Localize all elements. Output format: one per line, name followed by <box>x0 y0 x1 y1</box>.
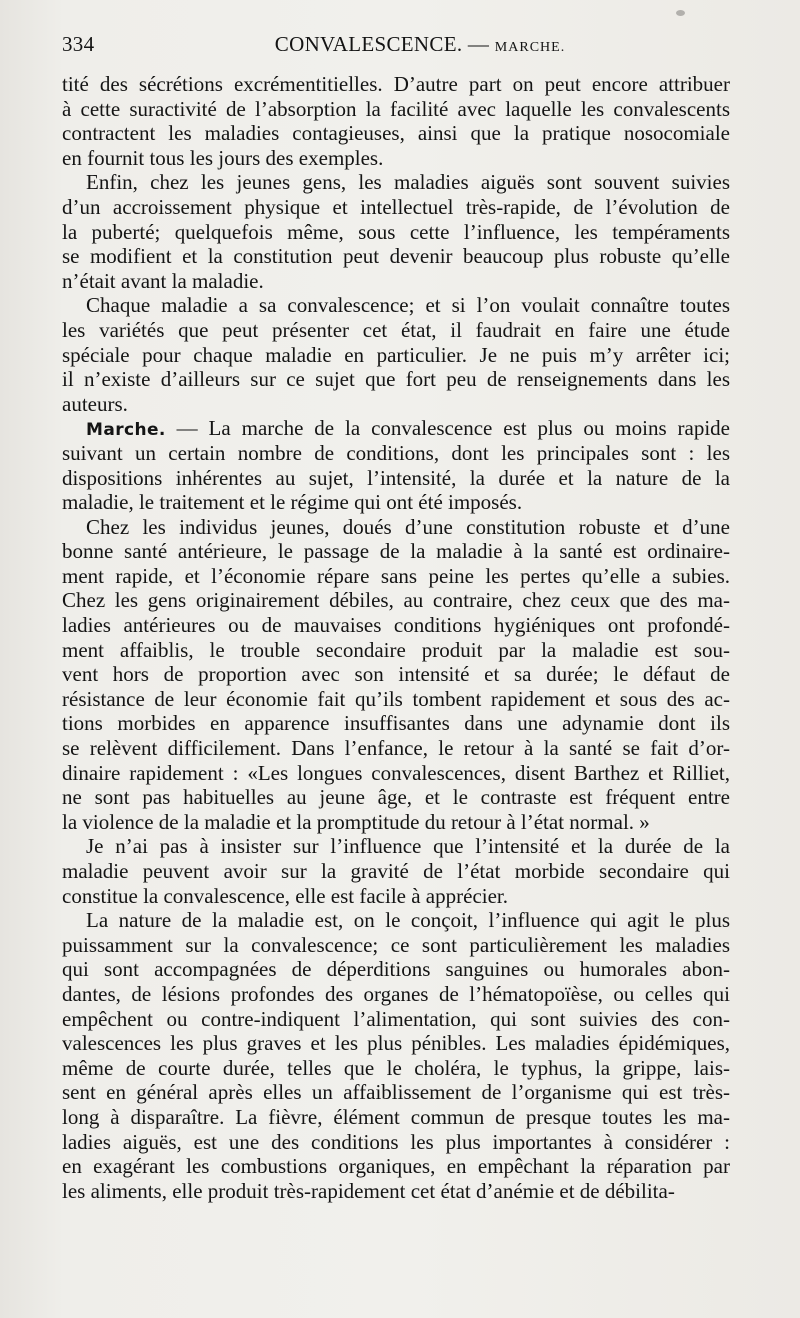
text-line-content: suivant un certain nombre de conditions, dont les principales sont : les <box>62 440 730 465</box>
text-line <box>62 1154 730 1179</box>
text-line <box>62 146 730 171</box>
text-line-content: la violence de la maladie et la promptitude du retour à l’état normal. » <box>62 809 650 834</box>
text-line <box>62 293 730 318</box>
paragraph <box>62 72 730 170</box>
text-line <box>62 687 730 712</box>
text-line <box>62 343 730 368</box>
paragraph <box>62 293 730 416</box>
paragraph <box>62 416 730 514</box>
text-line-content: Je n’ai pas à insister sur l’influence que l’intensité et la durée de la <box>86 834 730 859</box>
text-line <box>62 244 730 269</box>
paragraph <box>62 908 730 1203</box>
text-line-content: Enfin, chez les jeunes gens, les maladies aiguës sont souvent suivies <box>86 170 730 195</box>
text-line <box>62 1056 730 1081</box>
text-line-content: ladies aiguës, est une des conditions les plus importantes à considérer : <box>62 1129 730 1154</box>
text-line-content: Chez les gens originairement débiles, au contraire, chez ceux que des ma- <box>62 588 730 613</box>
text-line <box>62 736 730 761</box>
text-line-content: La nature de la maladie est, on le conçoit, l’influence qui agit le plus <box>86 908 730 933</box>
running-title-sub: MARCHE. <box>494 40 566 55</box>
text-line-content: même de courte durée, telles que le choléra, le typhus, la grippe, lais- <box>62 1055 730 1080</box>
text-line <box>62 982 730 1007</box>
text-line <box>62 441 730 466</box>
text-line-content: maladie peuvent avoir sur la gravité de l’état morbide secondaire qui <box>62 859 730 883</box>
text-line-content: vent hors de proportion avec son intensité et sa durée; le défaut de <box>62 662 730 687</box>
running-title <box>62 32 738 57</box>
text-line <box>62 908 730 933</box>
text-line <box>62 170 730 195</box>
text-line <box>62 761 730 786</box>
text-line-content: sent en général après elles un affaiblissement de l’organisme qui est très- <box>62 1080 730 1105</box>
text-line-content: ne sont pas habituelles au jeune âge, et le contraste est fréquent entre <box>62 785 730 810</box>
text-line-content: dispositions inhérentes au sujet, l’intensité, la durée et la nature de la <box>62 465 730 490</box>
text-line-content: bonne santé antérieure, le passage de la maladie à la santé est ordinaire- <box>62 539 730 564</box>
text-line-content: tité des sécrétions excrémentitielles. D’autre part on peut encore attribuer <box>62 72 730 96</box>
text-line-content: en fournit tous les jours des exemples. <box>62 145 384 170</box>
text-line-content: les aliments, elle produit très-rapidement cet état d’anémie et de débilita- <box>62 1178 675 1203</box>
text-line <box>62 884 730 909</box>
text-line <box>62 1007 730 1032</box>
text-line-content: ladies antérieures ou de mauvaises conditions hygiéniques ont profondé- <box>62 613 730 638</box>
text-line-content: maladie, le traitement et le régime qui ont été imposés. <box>62 490 523 515</box>
text-line-content: auteurs. <box>62 391 128 416</box>
ink-spot <box>676 10 685 16</box>
text-line <box>62 318 730 343</box>
text-line-content: se modifient et la constitution peut devenir beaucoup plus robuste qu’elle <box>62 244 730 269</box>
text-line <box>62 859 730 884</box>
running-title-main: CONVALESCENCE. — <box>274 32 490 56</box>
text-line-content: d’un accroissement physique et intellectuel très-rapide, de l’évolution de <box>62 194 730 219</box>
text-line-content: constitue la convalescence, elle est facile à apprécier. <box>62 883 509 908</box>
paragraph <box>62 834 730 908</box>
text-line <box>62 392 730 417</box>
section-heading: Marche. <box>86 420 166 441</box>
text-line-content: contractent les maladies contagieuses, ainsi que la pratique nosocomiale <box>62 121 730 146</box>
text-line <box>62 269 730 294</box>
body-text <box>62 72 730 1203</box>
text-line <box>62 466 730 491</box>
text-line <box>62 121 730 146</box>
text-line-content: en exagérant les combustions organiques, en empêchant la réparation par <box>62 1154 730 1179</box>
text-line-content: Chaque maladie a sa convalescence; et si l’on voulait connaître toutes <box>86 293 730 318</box>
text-line-content: à cette suractivité de l’absorption la facilité avec laquelle les convalescents <box>62 96 730 121</box>
paragraph <box>62 515 730 835</box>
page-number: 334 <box>62 32 95 56</box>
text-line-content: il n’existe d’ailleurs sur ce sujet que fort peu de renseignements dans les <box>62 367 730 392</box>
text-line <box>62 1179 730 1204</box>
paragraph <box>62 170 730 293</box>
text-line <box>62 515 730 540</box>
text-line-content: — La marche de la convalescence est plus ou moins rapide <box>176 416 730 441</box>
text-line <box>62 588 730 613</box>
text-line-content: Chez les individus jeunes, doués d’une constitution robuste et d’une <box>86 514 730 539</box>
text-line-content: long à disparaître. La fièvre, élément commun de presque toutes les ma- <box>62 1104 730 1129</box>
running-head <box>62 32 738 62</box>
text-line-content: empêchent ou contre-indiquent l’alimentation, qui sont suivies des con- <box>62 1006 730 1031</box>
text-line <box>62 367 730 392</box>
text-line <box>62 564 730 589</box>
text-line-content: puissamment sur la convalescence; ce sont particulièrement les maladies <box>62 932 730 957</box>
text-line <box>62 97 730 122</box>
text-line-content: résistance de leur économie fait qu’ils tombent rapidement et sous des ac- <box>62 686 730 711</box>
text-line-content: ment rapide, et l’économie répare sans peine les pertes qu’elle a subies. <box>62 563 730 588</box>
text-line-content: spéciale pour chaque maladie en particulier. Je ne puis m’y arrêter ici; <box>62 342 730 367</box>
text-line <box>62 933 730 958</box>
text-line <box>62 1080 730 1105</box>
text-line <box>62 490 730 515</box>
text-line-content: valescences les plus graves et les plus pénibles. Les maladies épidémiques, <box>62 1031 730 1056</box>
text-line <box>62 1130 730 1155</box>
text-line <box>62 638 730 663</box>
text-line <box>62 539 730 564</box>
text-line-content: les variétés que peut présenter cet état, il faudrait en faire une étude <box>62 317 730 342</box>
text-line <box>62 1031 730 1056</box>
text-line <box>62 810 730 835</box>
text-line <box>62 662 730 687</box>
text-line-content: dantes, de lésions profondes des organes de l’hématopoïèse, ou celles qui <box>62 981 730 1006</box>
text-line <box>62 220 730 245</box>
text-line-content: ment affaiblis, le trouble secondaire produit par la maladie est sou- <box>62 637 730 662</box>
text-line-content: n’était avant la maladie. <box>62 268 264 293</box>
text-line <box>62 785 730 810</box>
text-line-content: qui sont accompagnées de déperditions sanguines ou humorales abon- <box>62 957 730 982</box>
text-line-content: la puberté; quelquefois même, sous cette l’influence, les tempéraments <box>62 219 730 244</box>
text-line <box>62 416 730 441</box>
text-line <box>62 1105 730 1130</box>
text-line <box>62 72 730 97</box>
text-line <box>62 957 730 982</box>
text-line-content: dinaire rapidement : «Les longues convalescences, disent Barthez et Rilliet, <box>62 760 730 785</box>
text-line <box>62 195 730 220</box>
text-line <box>62 834 730 859</box>
text-line-content: se relèvent difficilement. Dans l’enfance, le retour à la santé se fait d’or- <box>62 736 730 761</box>
text-line <box>62 613 730 638</box>
text-line <box>62 711 730 736</box>
text-line-content: tions morbides en apparence insuffisantes dans une adynamie dont ils <box>62 711 730 736</box>
